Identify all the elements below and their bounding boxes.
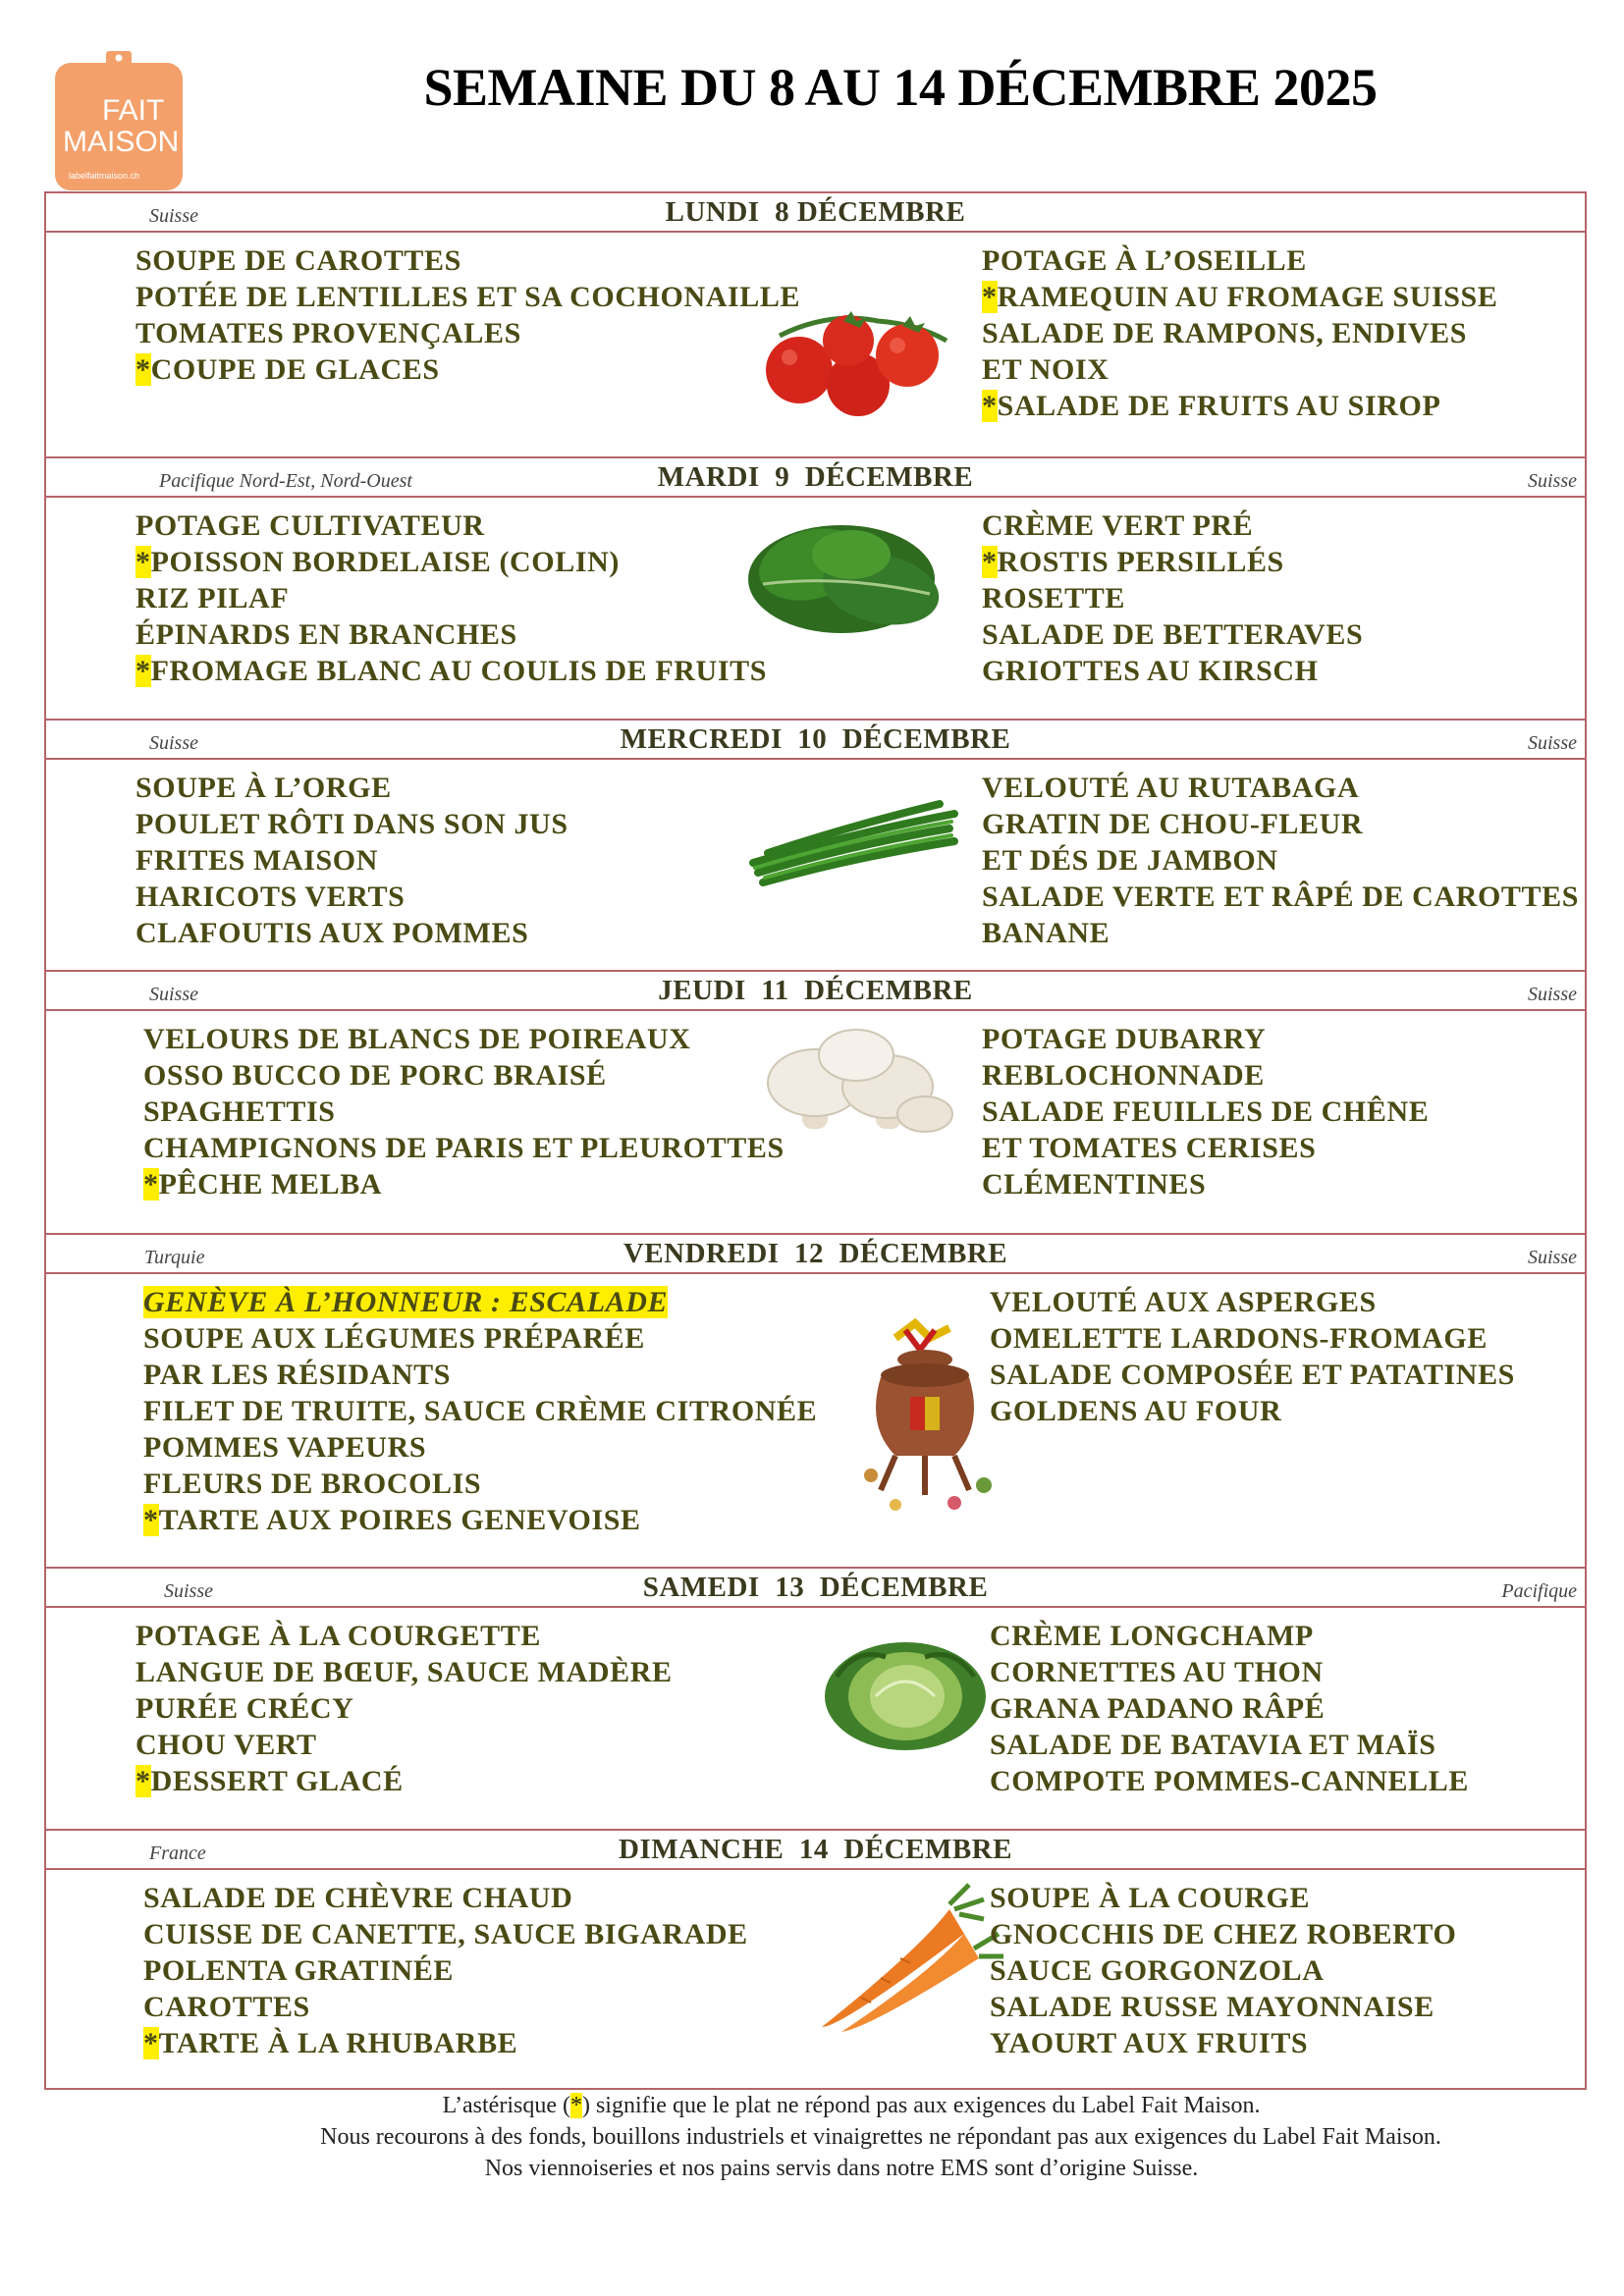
menu-left <box>143 1021 785 1202</box>
asterisk: * <box>135 655 151 687</box>
menu-right <box>982 1021 1429 1202</box>
dish: SALADE DE RAMPONS, ENDIVES <box>982 317 1468 349</box>
origin-left: Suisse <box>149 205 198 227</box>
dish: POTAGE CULTIVATEUR <box>135 509 485 542</box>
dish: CLAFOUTIS AUX POMMES <box>135 917 529 949</box>
menu-left <box>135 507 767 689</box>
dish: SOUPE À LA COURGE <box>990 1882 1311 1914</box>
dish: FILET DE TRUITE, SAUCE CRÈME CITRONÉE <box>143 1395 818 1427</box>
asterisk: * <box>135 1765 151 1797</box>
dish: CUISSE DE CANETTE, SAUCE BIGARADE <box>143 1918 748 1950</box>
day-title: JEUDI 11 DÉCEMBRE <box>658 975 973 1006</box>
origin-right: Suisse <box>1528 984 1577 1005</box>
day-header <box>46 193 1585 233</box>
origin-right: Suisse <box>1528 1247 1577 1268</box>
day-title: VENDREDI 12 DÉCEMBRE <box>623 1238 1008 1269</box>
origin-right: Suisse <box>1528 732 1577 754</box>
dish: SOUPE AUX LÉGUMES PRÉPARÉE <box>143 1322 645 1355</box>
dish: FLEURS DE BROCOLIS <box>143 1468 482 1500</box>
dish: ÉPINARDS EN BRANCHES <box>135 618 517 651</box>
dish: COMPOTE POMMES-CANNELLE <box>990 1765 1469 1797</box>
dish-starred: *RAMEQUIN AU FROMAGE SUISSE <box>982 281 1498 313</box>
spinach-icon <box>733 506 969 643</box>
dish: CHAMPIGNONS DE PARIS ET PLEUROTTES <box>143 1132 785 1164</box>
menu-right <box>982 242 1497 424</box>
weekly-menu-table <box>44 191 1587 2090</box>
dish-starred: *TARTE AUX POIRES GENEVOISE <box>143 1504 641 1536</box>
day-title: MARDI 9 DÉCEMBRE <box>657 461 974 493</box>
day-wednesday <box>46 721 1585 972</box>
day-title: DIMANCHE 14 DÉCEMBRE <box>619 1834 1012 1865</box>
menu-right <box>990 1618 1469 1799</box>
asterisk: * <box>982 390 998 422</box>
dish: SALADE DE BETTERAVES <box>982 618 1364 651</box>
day-header <box>46 1569 1585 1608</box>
dish: ET TOMATES CERISES <box>982 1132 1317 1164</box>
footer-notes <box>0 2090 1624 2184</box>
dish: ET NOIX <box>982 353 1110 386</box>
footer-asterisk-note: L’astérisque (*) signifie que le plat ne répond pas aux exigences du Label Fait Maison. <box>442 2093 1261 2118</box>
logo-url: labelfaitmaison.ch <box>69 171 140 181</box>
dish: VELOUTÉ AU RUTABAGA <box>982 772 1360 804</box>
dish: SALADE DE BATAVIA ET MAÏS <box>990 1729 1436 1761</box>
dish-starred: *SALADE DE FRUITS AU SIROP <box>982 390 1441 422</box>
day-friday <box>46 1235 1585 1569</box>
day-header <box>46 721 1585 760</box>
asterisk: * <box>135 353 151 386</box>
day-header <box>46 1235 1585 1274</box>
dish: GRANA PADANO RÂPÉ <box>990 1692 1326 1725</box>
menu-right <box>990 1880 1456 2061</box>
dish: CLÉMENTINES <box>982 1168 1207 1201</box>
cabbage-icon <box>817 1628 994 1755</box>
mushrooms-icon <box>758 1016 964 1144</box>
day-title: MERCREDI 10 DÉCEMBRE <box>620 723 1011 755</box>
dish: RIZ PILAF <box>135 582 290 614</box>
dish: SALADE FEUILLES DE CHÊNE <box>982 1095 1430 1128</box>
origin-left: Suisse <box>149 984 198 1005</box>
day-saturday <box>46 1569 1585 1831</box>
asterisk: * <box>982 546 998 578</box>
day-header <box>46 458 1585 498</box>
origin-right: Pacifique <box>1501 1580 1577 1602</box>
dish: SALADE VERTE ET RÂPÉ DE CAROTTES <box>982 881 1580 913</box>
dish: CRÈME LONGCHAMP <box>990 1620 1314 1652</box>
dish: YAOURT AUX FRUITS <box>990 2027 1309 2059</box>
dish: LANGUE DE BŒUF, SAUCE MADÈRE <box>135 1656 673 1688</box>
day-tuesday <box>46 458 1585 721</box>
origin-left: Pacifique Nord-Est, Nord-Ouest <box>159 470 412 492</box>
menu-right <box>990 1284 1515 1429</box>
menu-left <box>143 1880 748 2061</box>
dish: ROSETTE <box>982 582 1125 614</box>
day-title: LUNDI 8 DÉCEMBRE <box>665 196 966 228</box>
dish-starred: *TARTE À LA RHUBARBE <box>143 2027 518 2059</box>
dish: CRÈME VERT PRÉ <box>982 509 1254 542</box>
tomatoes-icon <box>740 296 976 424</box>
dish: CORNETTES AU THON <box>990 1656 1324 1688</box>
asterisk: * <box>143 2027 159 2059</box>
day-header <box>46 1831 1585 1870</box>
dish: SOUPE À L’ORGE <box>135 772 392 804</box>
dish: CHOU VERT <box>135 1729 317 1761</box>
dish: OSSO BUCCO DE PORC BRAISÉ <box>143 1059 607 1092</box>
dish: GRIOTTES AU KIRSCH <box>982 655 1319 687</box>
dish: HARICOTS VERTS <box>135 881 406 913</box>
menu-left <box>135 242 800 388</box>
dish: GOLDENS AU FOUR <box>990 1395 1282 1427</box>
asterisk: * <box>982 281 998 313</box>
honour-banner: GENÈVE À L’HONNEUR : ESCALADE <box>143 1286 669 1318</box>
menu-left <box>135 770 568 951</box>
carrots-icon <box>802 1880 1008 2047</box>
asterisk: * <box>143 1504 159 1536</box>
dish: PURÉE CRÉCY <box>135 1692 354 1725</box>
origin-left: Suisse <box>149 732 198 754</box>
dish-starred: *DESSERT GLACÉ <box>135 1765 404 1797</box>
day-header <box>46 972 1585 1011</box>
dish: POULET RÔTI DANS SON JUS <box>135 808 568 840</box>
green-beans-icon <box>743 774 969 902</box>
dish-starred: *ROSTIS PERSILLÉS <box>982 546 1284 578</box>
dish: POTAGE À L’OSEILLE <box>982 244 1307 277</box>
dish: OMELETTE LARDONS-FROMAGE <box>990 1322 1488 1355</box>
dish: SALADE COMPOSÉE ET PATATINES <box>990 1359 1515 1391</box>
dish: TOMATES PROVENÇALES <box>135 317 521 349</box>
dish: SOUPE DE CAROTTES <box>135 244 461 277</box>
dish: POMMES VAPEURS <box>143 1431 427 1464</box>
origin-left: France <box>149 1842 206 1864</box>
dish: ET DÉS DE JAMBON <box>982 844 1278 877</box>
dish-starred: *FROMAGE BLANC AU COULIS DE FRUITS <box>135 655 767 687</box>
footer-origin-note: Nos viennoiseries et nos pains servis dans notre EMS sont d’origine Suisse. <box>484 2156 1199 2181</box>
menu-left <box>143 1284 817 1538</box>
dish: SPAGHETTIS <box>143 1095 336 1128</box>
dish: POLENTA GRATINÉE <box>143 1954 455 1987</box>
dish-starred: *COUPE DE GLACES <box>135 353 440 386</box>
day-title: SAMEDI 13 DÉCEMBRE <box>642 1572 989 1603</box>
dish: VELOUTÉ AUX ASPERGES <box>990 1286 1377 1318</box>
dish: CAROTTES <box>143 1991 310 2023</box>
day-monday <box>46 193 1585 458</box>
page-title: SEMAINE DU 8 AU 14 DÉCEMBRE 2025 <box>423 58 1378 117</box>
dish: GRATIN DE CHOU-FLEUR <box>982 808 1364 840</box>
dish: SALADE DE CHÈVRE CHAUD <box>143 1882 573 1914</box>
footer-industrial-note: Nous recourons à des fonds, bouillons industriels et vinaigrettes ne répondant pas aux exigences du Label Fait Maison. <box>320 2124 1441 2150</box>
dish: VELOURS DE BLANCS DE POIREAUX <box>143 1023 691 1055</box>
dish: REBLOCHONNADE <box>982 1059 1265 1092</box>
menu-left <box>135 1618 673 1799</box>
menu-right <box>982 770 1579 951</box>
origin-left: Turquie <box>144 1247 205 1268</box>
escalade-pot-icon <box>837 1318 1013 1515</box>
dish: POTAGE DUBARRY <box>982 1023 1267 1055</box>
logo-line2: MAISON <box>63 126 180 158</box>
asterisk: * <box>143 1168 159 1201</box>
dish: GNOCCHIS DE CHEZ ROBERTO <box>990 1918 1457 1950</box>
dish: FRITES MAISON <box>135 844 379 877</box>
origin-left: Suisse <box>164 1580 213 1602</box>
day-sunday <box>46 1831 1585 2088</box>
dish-starred: *POISSON BORDELAISE (COLIN) <box>135 546 620 578</box>
dish: PAR LES RÉSIDANTS <box>143 1359 452 1391</box>
dish-starred: *PÊCHE MELBA <box>143 1168 383 1201</box>
dish: POTÉE DE LENTILLES ET SA COCHONAILLE <box>135 281 801 313</box>
dish: POTAGE À LA COURGETTE <box>135 1620 541 1652</box>
dish: SAUCE GORGONZOLA <box>990 1954 1325 1987</box>
asterisk: * <box>135 546 151 578</box>
dish: SALADE RUSSE MAYONNAISE <box>990 1991 1435 2023</box>
origin-right: Suisse <box>1528 470 1577 492</box>
logo-line1: FAIT <box>102 94 165 127</box>
day-thursday <box>46 972 1585 1235</box>
menu-right <box>982 507 1363 689</box>
dish: BANANE <box>982 917 1110 949</box>
